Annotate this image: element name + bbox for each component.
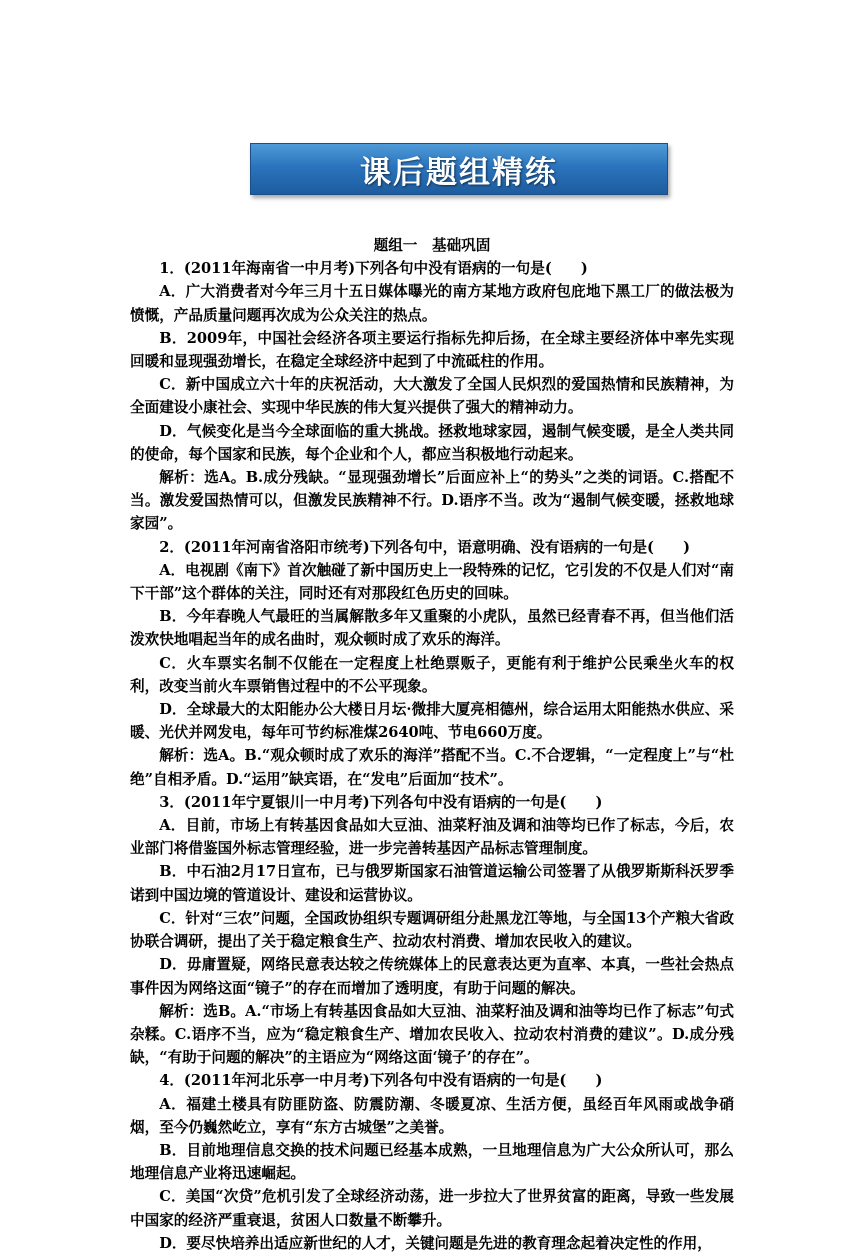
question-4-option-a: A．福建土楼具有防匪防盗、防震防潮、冬暖夏凉、生活方便，虽经百年风雨或战争硝烟，至今仍巍然屹立，享有“东方古城堡”之美誉。 <box>130 1095 734 1136</box>
question-3-analysis: 解析：选B。A.“市场上有转基因食品如大豆油、油菜籽油及调和油等均已作了标志”句式杂糅。C.语序不当，应为“稳定粮食生产、增加农民收入、拉动农村消费的建议”。D.成分残缺，“有助于问题的解决”的主语应为“网络这面‘镜子’的存在”。 <box>130 1002 734 1067</box>
question-1-analysis: 解析：选A。B.成分残缺。“显现强劲增长”后面应补上“的势头”之类的词语。C.搭配不当。激发爱国热情可以，但激发民族精神不行。D.语序不当。改为“遏制气候变暖，拯救地球家园”。 <box>130 469 734 533</box>
question-4-option-b: B．目前地理信息交换的技术问题已经基本成熟，一旦地理信息为广大公众所认可，那么地理信息产业将迅速崛起。 <box>130 1141 734 1183</box>
question-1-option-c: C．新中国成立六十年的庆祝活动，大大激发了全国人民炽烈的爱国热情和民族精神，为全面建设小康社会、实现中华民族的伟大复兴提供了强大的精神动力。 <box>130 376 734 417</box>
question-1-option-b: B．2009年，中国社会经济各项主要运行指标先抑后扬，在全球主要经济体中率先实现回暖和显现强劲增长，在稳定全球经济中起到了中流砥柱的作用。 <box>130 329 734 371</box>
question-2-analysis: 解析：选A。B.“观众顿时成了欢乐的海洋”搭配不当。C.不合逻辑，“一定程度上”与“杜绝”自相矛盾。D.“运用”缺宾语，在“发电”后面加“技术”。 <box>130 747 734 788</box>
section-banner <box>250 143 668 195</box>
question-1-option-d: D．气候变化是当今全球面临的重大挑战。拯救地球家园，遏制气候变暖，是全人类共同的使命，每个国家和民族，每个企业和个人，都应当积极地行动起来。 <box>130 422 734 463</box>
question-2-option-d: D．全球最大的太阳能办公大楼日月坛·微排大厦亮相德州，综合运用太阳能热水供应、采暖、光伏并网发电，每年可节约标准煤2640吨、节电660万度。 <box>130 701 734 742</box>
question-4-stem: 4．(2011年河北乐亭一中月考)下列各句中没有语病的一句是( ) <box>159 1072 603 1090</box>
question-2-option-c: C．火车票实名制不仅能在一定程度上杜绝票贩子，更能有利于维护公民乘坐火车的权利，改变当前火车票销售过程中的不公平现象。 <box>130 654 734 695</box>
group-title: 题组一 基础巩固 <box>373 237 491 254</box>
question-2-option-a: A．电视剧《南下》首次触碰了新中国历史上一段特殊的记忆，它引发的不仅是人们对“南下干部”这个群体的关注，同时还有对那段红色历史的回味。 <box>130 561 734 603</box>
question-3-option-c: C．针对“三农”问题，全国政协组织专题调研组分赴黑龙江等地，与全国13个产粮大省政协联合调研，提出了关于稳定粮食生产、拉动农村消费、增加农民收入的建议。 <box>130 909 734 951</box>
question-1-option-a: A．广大消费者对今年三月十五日媒体曝光的南方某地方政府包庇地下黑工厂的做法极为愤慨，产品质量问题再次成为公众关注的热点。 <box>130 283 734 324</box>
question-3-stem: 3．(2011年宁夏银川一中月考)下列各句中没有语病的一句是( ) <box>159 793 603 811</box>
question-2-option-b: B．今年春晚人气最旺的当属解散多年又重聚的小虎队，虽然已经青春不再，但当他们活泼欢快地唱起当年的成名曲时，观众顿时成了欢乐的海洋。 <box>130 608 734 649</box>
question-3-option-b: B．中石油2月17日宣布，已与俄罗斯国家石油管道运输公司签署了从俄罗斯斯科沃罗季诺到中国边境的管道设计、建设和运营协议。 <box>130 863 734 904</box>
question-3-option-d: D．毋庸置疑，网络民意表达较之传统媒体上的民意表达更为直率、本真，一些社会热点事件因为网络这面“镜子”的存在而增加了透明度，有助于问题的解决。 <box>130 956 734 997</box>
question-1-stem: 1．(2011年海南省一中月考)下列各句中没有语病的一句是( ) <box>159 260 588 278</box>
banner-title: 课后题组精练 <box>360 154 558 191</box>
question-4-option-d: D．要尽快培养出适应新世纪的人才，关键问题是先进的教育理念起着决定性的作用， <box>159 1234 712 1252</box>
question-2-stem: 2．(2011年河南省洛阳市统考)下列各句中，语意明确、没有语病的一句是( ) <box>159 538 690 556</box>
exercise-content <box>130 234 734 1255</box>
question-3-option-a: A．目前，市场上有转基因食品如大豆油、油菜籽油及调和油等均已作了标志，今后，农业部门将借鉴国外标志管理经验，进一步完善转基因产品标志管理制度。 <box>130 817 734 858</box>
question-4-option-c: C．美国“次贷”危机引发了全球经济动荡，进一步拉大了世界贫富的距离，导致一些发展中国家的经济严重衰退，贫困人口数量不断攀升。 <box>130 1188 734 1229</box>
